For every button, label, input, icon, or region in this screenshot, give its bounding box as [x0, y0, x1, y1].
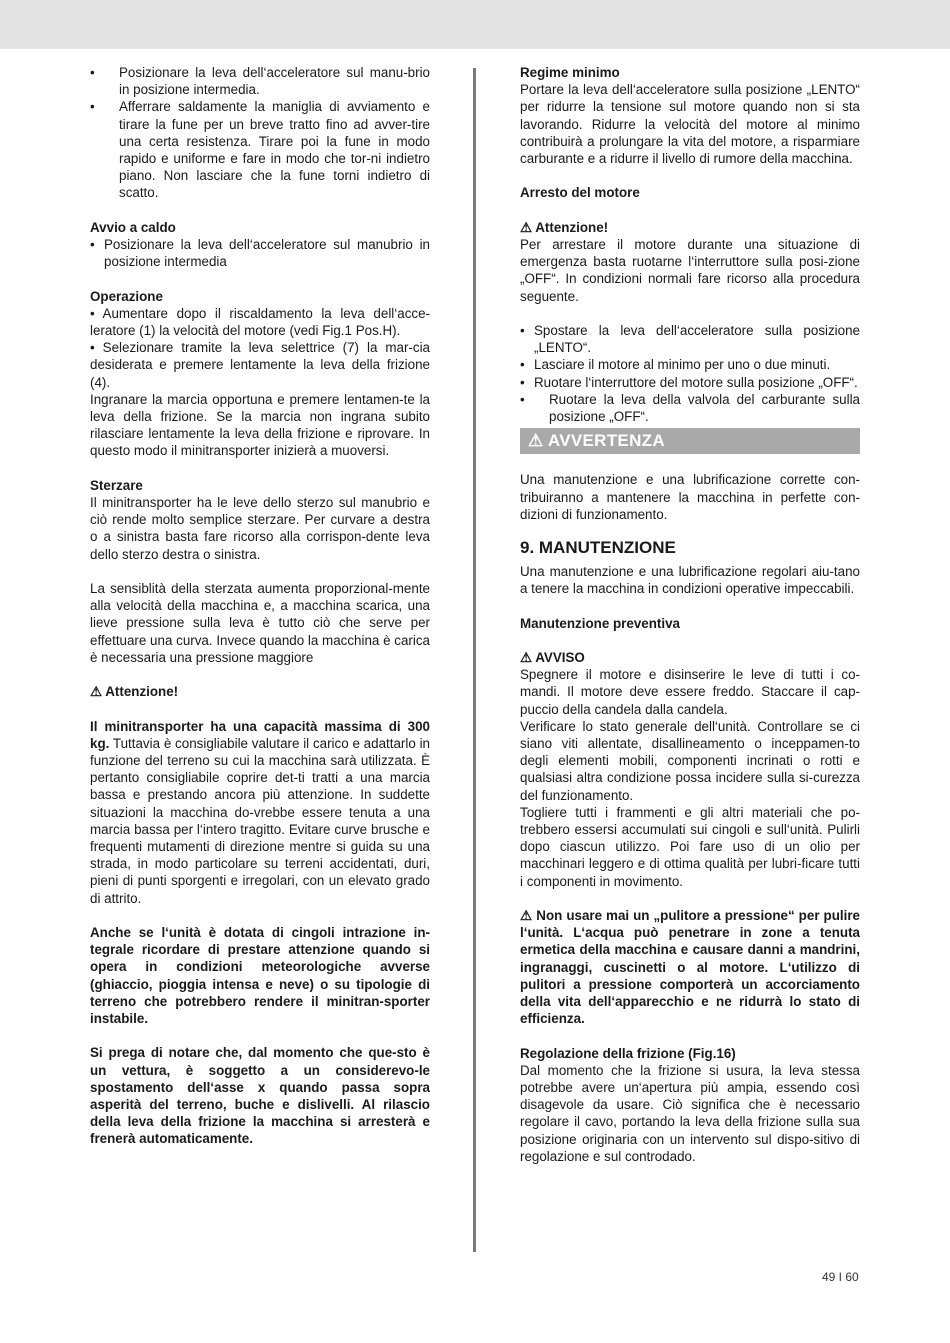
warning-banner: ⚠ AVVERTENZA [520, 428, 860, 454]
notice-paragraph: Verificare lo stato generale dell‘unità. Controllare se ci siano viti allentate, disallineamento o inceppamen-to degli elementi mobili, componenti incrinati o rotti e qualsiasi altra condizione possa incidere sulla si-curezza del funzionamento. [520, 718, 860, 803]
operation-heading: Operazione [90, 288, 163, 304]
list-item: • Lasciare il motore al minimo per uno o due minuti. [520, 357, 831, 373]
intro-bullet-list [90, 64, 430, 202]
idle-paragraph: Portare la leva dell‘acceleratore sulla posizione „LENTO“ per ridurre la tensione sul motore quando non si sta lavorando. Ridurre la velocità del motore al minimo contribuirà a prolungare la vita del motore, a risparmiare carburante e a ridurre il livello di rumore della macchina. [520, 82, 860, 167]
operation-paragraph: • Selezionare tramite la leva selettrice (7) la mar-cia desiderata e premere lentamente la leva della frizione (4). [90, 340, 430, 390]
list-item: • Afferrare saldamente la maniglia di avviamento e tirare la fune per un breve tratto fino ad avver-tire una certa resistenza. Tirare poi la fune in modo rapido e uniforme e fare in modo che tor-ni indietro piano. Non lasciare che la fune torni indietro di scatto. [90, 99, 430, 201]
stop-heading: Arresto del motore [520, 185, 640, 201]
stop-paragraph: Per arrestare il motore durante una situazione di emergenza basta ruotarne l‘interruttore sulla posi-zione „OFF“. In condizioni normali fare ricorso alla procedura seguente. [520, 237, 860, 304]
warm-start-heading: Avvio a caldo [90, 219, 176, 235]
notice-heading: ⚠ AVVISO [520, 650, 585, 665]
warm-start-list [90, 236, 430, 270]
section-paragraph: Una manutenzione e una lubrificazione regolari aiu-tano a tenere la macchina in condizioni operative impeccabili. [520, 564, 860, 597]
page-number: 49 I 60 [822, 1270, 859, 1284]
right-column [520, 64, 860, 1165]
column-divider [473, 68, 476, 1252]
preventive-heading: Manutenzione preventiva [520, 615, 680, 631]
warning-paragraph: Una manutenzione e una lubrificazione corrette con-tribuiranno a mantenere la macchina in perfette con-dizioni di funzionamento. [520, 472, 860, 522]
capacity-bold: Il minitransporter ha una capacità massima di 300 kg. [90, 718, 430, 751]
capacity-paragraph [90, 718, 430, 907]
operation-paragraph: • Aumentare dopo il riscaldamento la leva dell‘acce-leratore (1) la velocità del motore (vedi Fig.1 Pos.H). [90, 305, 430, 339]
list-item: • Posizionare la leva dell‘acceleratore sul manu-brio in posizione intermedia. [90, 65, 430, 98]
idle-heading: Regime minimo [520, 65, 620, 80]
header-bar [0, 0, 950, 49]
left-column [90, 64, 430, 1148]
steering-heading: Sterzare [90, 477, 143, 493]
list-item: • Spostare la leva dell‘acceleratore sulla posizione „LENTO“. [520, 323, 860, 356]
vehicle-paragraph: Si prega di notare che, dal momento che que-sto è un vettura, è soggetto a un considerevo-le spostamento dell‘asse x quando passa sopra asperità del terreno, buche e dislivelli. Al rilascio della leva della frizione la macchina si arresterà e frenerà automaticamente. [90, 1045, 430, 1147]
section-heading: 9. MANUTENZIONE [520, 538, 676, 558]
steering-paragraph: Il minitransporter ha le leve dello sterzo sul manubrio e ciò rende molto semplice sterzare. Per curvare a destra o a sinistra basta fare ricorso alla corrispon-dente leva dello sterzo destra o sinistra. [90, 495, 430, 562]
clutch-paragraph: Dal momento che la frizione si usura, la leva stessa potrebbe avere un‘apertura più ampia, essendo così disagevole da usare. Ciò significa che è necessario regolare il cavo, portando la leva della frizione sulla sua posizione originaria con un intervento sul dispo-sitivo di regolazione e sul controdado. [520, 1062, 860, 1164]
list-item: • Posizionare la leva dell‘acceleratore sul manubrio in posizione intermedia [90, 237, 430, 270]
list-item: • Ruotare la leva della valvola del carburante sulla posizione „OFF“. [520, 391, 860, 425]
clutch-heading: Regolazione della frizione (Fig.16) [520, 1045, 736, 1061]
steering-paragraph: La sensiblità della sterzata aumenta proporzional-mente alla velocità della macchina e, a macchina scarica, una lieve pressione sulla leva è tutto ciò che serve per effettuare una curva. Invece quando la macchina è carica è necessaria una pressione maggiore [90, 581, 430, 665]
tracks-paragraph: Anche se l‘unità è dotata di cingoli intrazione in-tegrale ricordare di prestare attenzione quando si opera in condizioni meteorologiche avverse (ghiaccio, pioggia intensa e neve) o su tipologie di terreno che potrebbero rendere il minitran-sporter instabile. [90, 925, 430, 1027]
stop-bullet-list [520, 322, 860, 425]
pressure-warning: ⚠ Non usare mai un „pulitore a pressione“ per pulire l‘unità. L‘acqua può penetrare in zone a tenuta ermetica della macchina e causare danni a mandrini, ingranaggi, cuscinetti o al motore. L‘utilizzo di pulitori a pressione comporterà un accorciamento della vita dell‘apparecchio e ne ridurrà lo stato di efficienza. [520, 908, 860, 1027]
operation-paragraph: Ingranare la marcia opportuna e premere lentamen-te la leva della frizione. Se la marcia non ingrana subito rilasciare lentamente la leva della frizione e riprovare. In questo modo il minitransporter inizierà a muoversi. [90, 391, 430, 459]
notice-paragraph: Togliere tutti i frammenti e gli altri materiali che po-trebbero essersi accumulati sui cingoli e sull‘unità. Pulirli dopo ciascun utilizzo. Poi fare uso di un olio per macchinari leggero e di ottima qualità per lubri-ficare tutti i componenti in movimento. [520, 804, 860, 889]
attention-heading: ⚠ Attenzione! [90, 684, 179, 700]
list-item: • Ruotare l‘interruttore del motore sulla posizione „OFF“. [520, 374, 858, 390]
stop-attention-heading: ⚠ Attenzione! [520, 219, 609, 235]
notice-paragraph: Spegnere il motore e disinserire le leve di tutti i co-mandi. Il motore deve essere freddo. Staccare il cap-puccio della candela dalla candela. [520, 667, 860, 717]
capacity-text: Tuttavia è consigliabile valutare il carico e adattarlo in funzione del terreno su cui la macchina sarà utilizzata. È pertanto consigliabile coprire det-ti tratti a una marcia bassa e prestando ancora più attenzione. In suddette situazioni la macchina do-vrebbe essere tenuta a una marcia bassa per l‘intero tragitto. Evitare curve brusche e frequenti mutamenti di direzione mentre si guida su una strada, in modo particolare su terreni accidentati, duri, pieni di punti sporgenti e irregolari, con un elevato grado di attrito. [90, 735, 430, 906]
